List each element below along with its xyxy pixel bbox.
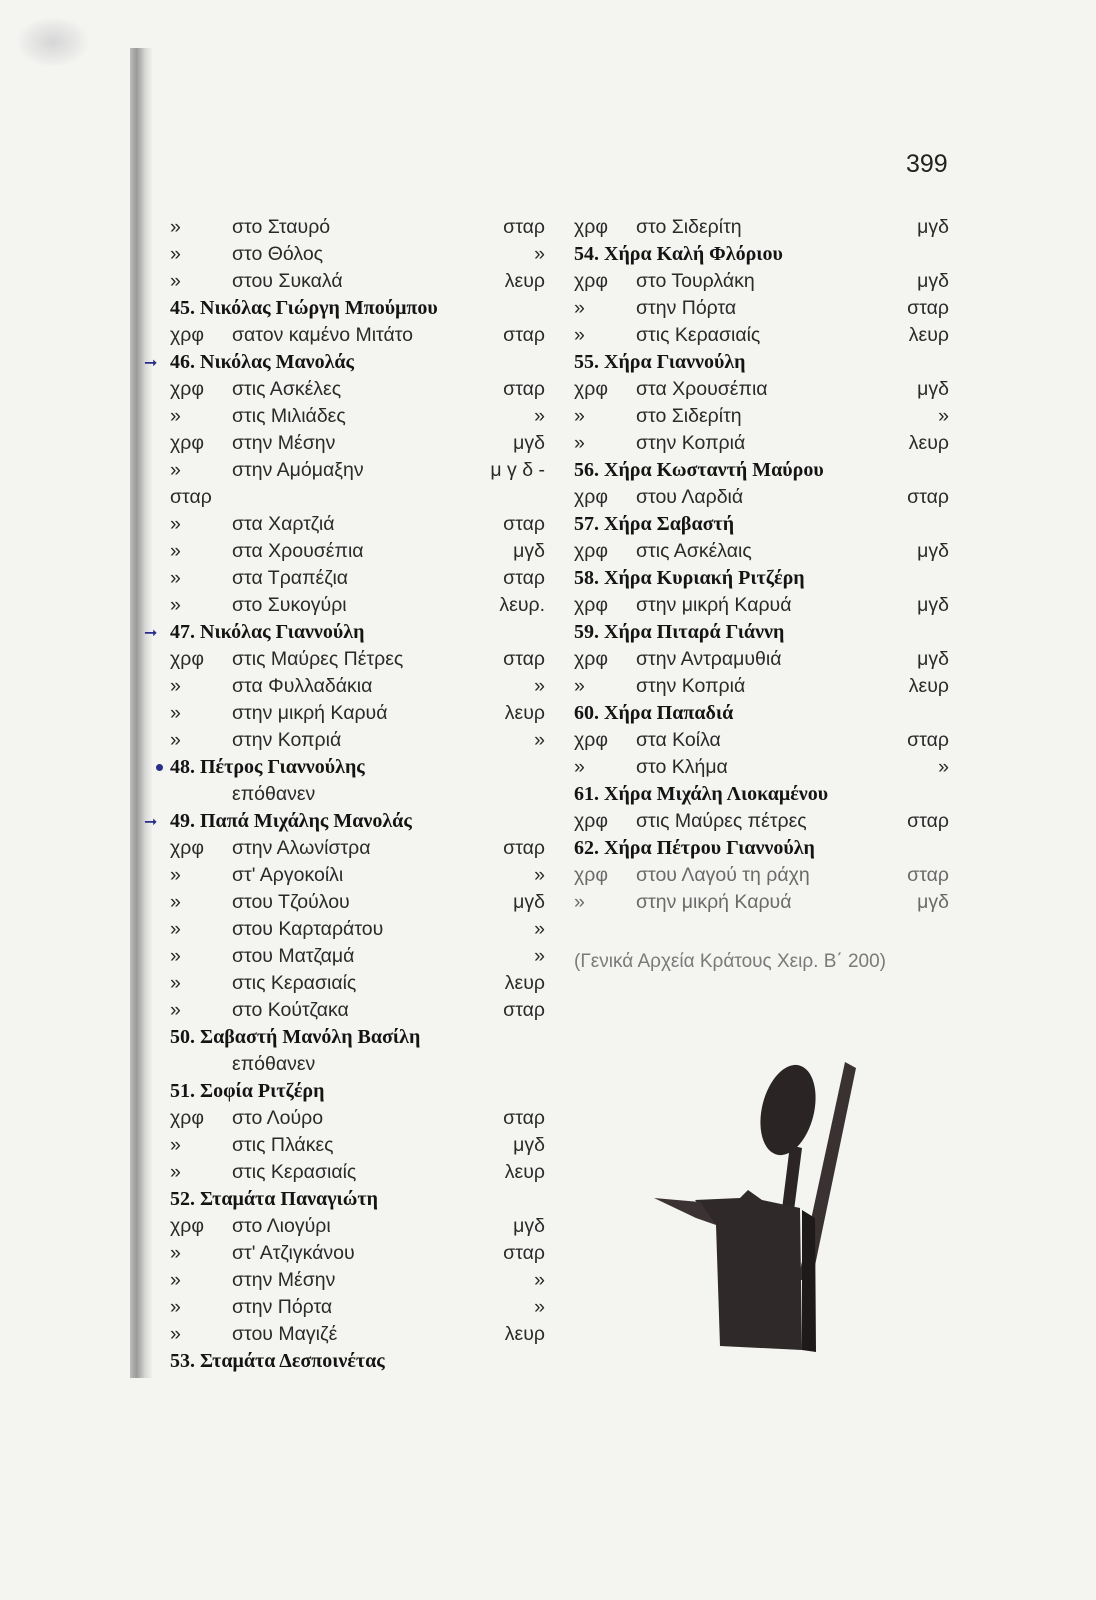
entry-heading (574, 781, 949, 808)
row-crop-tag: λευρ (504, 972, 545, 994)
row-crop-tag: σταρ (503, 837, 545, 859)
holding-row (170, 565, 545, 592)
row-crop-tag: » (938, 405, 949, 427)
holding-row (574, 889, 949, 916)
holding-row (170, 1213, 545, 1240)
row-place: επόθανεν (232, 1053, 316, 1075)
row-place: στου Τζούλου (232, 891, 350, 913)
entry-heading (170, 754, 545, 781)
row-place: στου Λαγού τη ράχη (636, 864, 810, 886)
row-prefix: χρφ (574, 648, 608, 670)
row-prefix: » (170, 1242, 181, 1264)
holding-row (574, 862, 949, 889)
entry-heading-text: 46. Νικόλας Μανολάς (170, 351, 354, 373)
row-place: στου Καρταράτου (232, 918, 384, 940)
row-prefix: » (574, 756, 585, 778)
entry-heading (170, 1024, 545, 1051)
row-place: στα Τραπέζια (232, 567, 349, 589)
row-crop-tag: » (534, 864, 545, 886)
holding-row (170, 538, 545, 565)
row-prefix: χρφ (574, 486, 608, 508)
holding-row (574, 592, 949, 619)
row-prefix: » (574, 405, 585, 427)
holding-row (170, 1105, 545, 1132)
row-crop-tag: λευρ (504, 1161, 545, 1183)
entry-heading-text: 61. Χήρα Μιχάλη Λιοκαμένου (574, 783, 829, 805)
row-place: στο Τουρλάκη (636, 270, 755, 292)
row-prefix: » (574, 297, 585, 319)
row-prefix: » (170, 1269, 181, 1291)
row-place: στην Κοπριά (636, 675, 746, 697)
row-prefix: » (574, 324, 585, 346)
row-place: στο Κλήμα (636, 756, 728, 778)
row-crop-tag: λευρ (504, 270, 545, 292)
row-prefix: » (574, 891, 585, 913)
row-prefix: » (170, 972, 181, 994)
holding-row (170, 916, 545, 943)
row-crop-tag: σταρ (503, 216, 545, 238)
row-crop-tag: μγδ (513, 540, 545, 562)
row-prefix: χρφ (574, 378, 608, 400)
row-prefix: » (170, 999, 181, 1021)
entry-heading (574, 511, 949, 538)
row-prefix: χρφ (170, 378, 204, 400)
holding-row (170, 457, 545, 511)
row-crop-tag: » (938, 756, 949, 778)
holding-row (170, 322, 545, 349)
row-crop-tag-continued: σταρ (170, 486, 212, 508)
entry-heading (170, 1078, 545, 1105)
row-place: στην Μέσην (232, 432, 336, 454)
holding-row (170, 1294, 545, 1321)
row-prefix: » (170, 216, 181, 238)
row-place: στο Θόλος (232, 243, 324, 265)
holding-row (574, 484, 949, 511)
row-prefix: » (170, 540, 181, 562)
row-crop-tag: μγδ (513, 1134, 545, 1156)
row-place: σατον καμένο Μιτάτο (232, 324, 414, 346)
row-place: στα Κοίλα (636, 729, 721, 751)
holding-row (170, 592, 545, 619)
row-prefix: χρφ (170, 432, 204, 454)
entry-heading-text: 53. Σταμάτα Δεσποινέτας (170, 1350, 385, 1372)
row-crop-tag: μγδ (917, 540, 949, 562)
row-place: στις Μιλιάδες (232, 405, 346, 427)
entry-heading-text: 47. Νικόλας Γιαννούλη (170, 621, 365, 643)
row-place: στην Κοπριά (232, 729, 342, 751)
row-place: στην Αμόμαξην (232, 459, 364, 481)
row-prefix: χρφ (574, 864, 608, 886)
holding-row (170, 727, 545, 754)
entry-heading (144, 349, 545, 376)
row-crop-tag: » (534, 675, 545, 697)
row-prefix: » (170, 891, 181, 913)
holding-row (170, 268, 545, 295)
row-crop-tag: σταρ (907, 810, 949, 832)
scan-smudge (18, 18, 88, 66)
row-crop-tag: μγδ (917, 378, 949, 400)
holding-row (574, 430, 949, 457)
row-prefix: » (170, 594, 181, 616)
row-prefix: χρφ (574, 729, 608, 751)
row-place: στου Λαρδιά (636, 486, 744, 508)
entry-heading-text: 45. Νικόλας Γιώργη Μπούμπου (170, 297, 438, 319)
ink-arrow-mark: ➞ (144, 812, 158, 831)
row-crop-tag: σταρ (503, 567, 545, 589)
row-place: στο Συκογύρι (232, 594, 347, 616)
source-citation: (Γενικά Αρχεία Κράτους Χειρ. Β΄ 200) (574, 951, 887, 972)
row-place: στα Χρουσέπια (636, 378, 768, 400)
entry-heading-text: 56. Χήρα Κωσταντή Μαύρου (574, 459, 824, 481)
holding-row (574, 403, 949, 430)
row-place: στα Φυλλαδάκια (232, 675, 373, 697)
entry-heading-text: 49. Παπά Μιχάλης Μανολάς (170, 810, 412, 832)
row-place: στου Μαγιζέ (232, 1323, 338, 1345)
row-place: στην Αντραμυθιά (636, 648, 782, 670)
row-place: στ' Αργοκοίλι (232, 864, 344, 886)
row-place: στο Λούρο (232, 1107, 324, 1129)
row-place: στις Μαύρες πέτρες (636, 810, 807, 832)
entry-heading-text: 57. Χήρα Σαβαστή (574, 513, 735, 535)
row-place: στην Πόρτα (636, 297, 737, 319)
row-prefix: χρφ (574, 540, 608, 562)
row-prefix: » (170, 918, 181, 940)
row-place: στην μικρή Καρυά (636, 594, 792, 616)
row-place: στα Χαρτζιά (232, 513, 335, 535)
row-place: στα Χρουσέπια (232, 540, 364, 562)
row-crop-tag: λευρ. (499, 594, 545, 616)
entry-heading-text: 59. Χήρα Πιταρά Γιάννη (574, 621, 785, 643)
holding-row (574, 322, 949, 349)
row-crop-tag: σταρ (907, 297, 949, 319)
row-place: στις Κερασιαίς (232, 972, 357, 994)
row-place: στις Πλάκες (232, 1134, 334, 1156)
row-prefix: » (170, 1134, 181, 1156)
row-prefix: χρφ (574, 594, 608, 616)
row-prefix: » (170, 675, 181, 697)
row-place: επόθανεν (232, 783, 316, 805)
holding-row (170, 889, 545, 916)
row-prefix: χρφ (170, 648, 204, 670)
holding-row (170, 1240, 545, 1267)
row-prefix: χρφ (574, 216, 608, 238)
holding-row (170, 700, 545, 727)
row-prefix: χρφ (170, 324, 204, 346)
row-crop-tag: λευρ (908, 675, 949, 697)
entry-heading (170, 1186, 545, 1213)
page-number: 399 (906, 150, 948, 178)
entry-heading (574, 619, 949, 646)
book-spine-shadow (130, 48, 152, 1378)
holding-row (170, 835, 545, 862)
holding-row (574, 754, 949, 781)
row-crop-tag: μγδ (513, 891, 545, 913)
row-prefix: χρφ (170, 1107, 204, 1129)
row-crop-tag: σταρ (907, 864, 949, 886)
holding-row (170, 511, 545, 538)
row-crop-tag: λευρ (908, 324, 949, 346)
holding-row (170, 673, 545, 700)
row-prefix: » (574, 432, 585, 454)
entry-heading (574, 457, 949, 484)
row-prefix: » (170, 1323, 181, 1345)
entry-heading (170, 1348, 545, 1375)
row-prefix: » (170, 459, 181, 481)
holding-row (574, 376, 949, 403)
holding-row (170, 214, 545, 241)
holding-row (170, 997, 545, 1024)
holding-row (574, 538, 949, 565)
row-place: στο Σιδερίτη (636, 216, 742, 238)
row-place: στο Σιδερίτη (636, 405, 742, 427)
holding-row (170, 862, 545, 889)
row-place: στην Κοπριά (636, 432, 746, 454)
holding-row (170, 970, 545, 997)
row-place: στου Ματζαμά (232, 945, 355, 967)
ink-arrow-mark: ➞ (144, 353, 158, 372)
entry-heading (144, 808, 545, 835)
row-prefix: » (170, 513, 181, 535)
row-crop-tag: σταρ (503, 324, 545, 346)
row-prefix: » (170, 405, 181, 427)
ink-dot-mark (156, 764, 163, 771)
row-crop-tag: μγδ (917, 594, 949, 616)
row-crop-tag: σταρ (503, 1242, 545, 1264)
holding-row (170, 1267, 545, 1294)
row-crop-tag: » (534, 243, 545, 265)
holding-row (574, 646, 949, 673)
holding-row (574, 727, 949, 754)
row-prefix: » (170, 864, 181, 886)
holding-row (574, 673, 949, 700)
entry-heading-text: 54. Χήρα Καλή Φλόριου (574, 243, 783, 265)
row-prefix: » (170, 1161, 181, 1183)
holding-row (170, 430, 545, 457)
row-prefix: » (170, 567, 181, 589)
holding-row (170, 1051, 545, 1078)
row-prefix: » (574, 675, 585, 697)
row-crop-tag: σταρ (503, 378, 545, 400)
row-prefix: » (170, 702, 181, 724)
entry-heading (574, 700, 949, 727)
row-prefix: χρφ (574, 270, 608, 292)
row-prefix: » (170, 243, 181, 265)
entry-heading-text: 51. Σοφία Ριτζέρη (170, 1080, 325, 1102)
row-place: στην Μέσην (232, 1269, 336, 1291)
row-place: στην μικρή Καρυά (636, 891, 792, 913)
row-crop-tag: σταρ (907, 729, 949, 751)
entry-heading (144, 619, 545, 646)
row-prefix: » (170, 945, 181, 967)
holding-row (170, 1159, 545, 1186)
entry-heading-text: 58. Χήρα Κυριακή Ριτζέρη (574, 567, 805, 589)
row-crop-tag: λευρ (908, 432, 949, 454)
holding-row (574, 808, 949, 835)
row-place: στις Μαύρες Πέτρες (232, 648, 404, 670)
entry-heading (574, 565, 949, 592)
holding-row (170, 646, 545, 673)
row-crop-tag: σταρ (503, 513, 545, 535)
row-place: στις Κερασιαίς (232, 1161, 357, 1183)
row-crop-tag: μγδ (513, 1215, 545, 1237)
row-prefix: χρφ (170, 1215, 204, 1237)
holding-row (574, 214, 949, 241)
row-place: στις Ασκέλαις (636, 540, 752, 562)
row-crop-tag: » (534, 1269, 545, 1291)
row-place: στην Αλωνίστρα (232, 837, 371, 859)
entry-heading (170, 295, 545, 322)
entry-heading-text: 55. Χήρα Γιαννούλη (574, 351, 746, 373)
row-prefix: » (170, 270, 181, 292)
entry-heading (574, 241, 949, 268)
row-crop-tag: σταρ (907, 486, 949, 508)
row-place: στο Σταυρό (232, 216, 331, 238)
row-crop-tag: λευρ (504, 702, 545, 724)
vase-with-spoons-icon (640, 1050, 870, 1365)
row-prefix: » (170, 729, 181, 751)
row-crop-tag: λευρ (504, 1323, 545, 1345)
row-place: στου Συκαλά (232, 270, 343, 292)
row-crop-tag: μγδ (513, 432, 545, 454)
holding-row (170, 241, 545, 268)
row-place: στην μικρή Καρυά (232, 702, 388, 724)
holding-row (170, 781, 545, 808)
holding-row (574, 295, 949, 322)
entry-heading (574, 349, 949, 376)
row-crop-tag: σταρ (503, 999, 545, 1021)
entry-heading-text: 52. Σταμάτα Παναγιώτη (170, 1188, 378, 1210)
row-place: στις Ασκέλες (232, 378, 342, 400)
row-prefix: χρφ (170, 837, 204, 859)
row-prefix: » (170, 1296, 181, 1318)
row-crop-tag: » (534, 918, 545, 940)
entry-heading-text: 50. Σαβαστή Μανόλη Βασίλη (170, 1026, 421, 1048)
row-place: στην Πόρτα (232, 1296, 333, 1318)
row-crop-tag: σταρ (503, 648, 545, 670)
row-place: στις Κερασιαίς (636, 324, 761, 346)
row-crop-tag: » (534, 1296, 545, 1318)
holding-row (170, 1132, 545, 1159)
entry-heading-text: 48. Πέτρος Γιαννούλης (170, 756, 365, 778)
row-place: στο Κούτζακα (232, 999, 349, 1021)
holding-row (574, 268, 949, 295)
row-crop-tag: μγδ (917, 891, 949, 913)
row-place: στο Λιογύρι (232, 1215, 331, 1237)
row-crop-tag: μγδ (917, 648, 949, 670)
row-place: στ' Ατζιγκάνου (232, 1242, 355, 1264)
holding-row (170, 943, 545, 970)
row-crop-tag: » (534, 945, 545, 967)
entry-heading-text: 60. Χήρα Παπαδιά (574, 702, 734, 724)
holding-row (170, 376, 545, 403)
row-crop-tag: μγδ (917, 216, 949, 238)
entry-heading (574, 835, 949, 862)
row-crop-tag: μγδ (917, 270, 949, 292)
holding-row (170, 403, 545, 430)
row-crop-tag: σταρ (503, 1107, 545, 1129)
holding-row (170, 1321, 545, 1348)
row-crop-tag: » (534, 729, 545, 751)
right-column (574, 214, 949, 916)
ink-arrow-mark: ➞ (144, 623, 158, 642)
row-crop-tag: μ γ δ - (490, 459, 545, 481)
left-column (144, 214, 545, 1375)
row-crop-tag: » (534, 405, 545, 427)
entry-heading-text: 62. Χήρα Πέτρου Γιαννούλη (574, 837, 815, 859)
row-prefix: χρφ (574, 810, 608, 832)
